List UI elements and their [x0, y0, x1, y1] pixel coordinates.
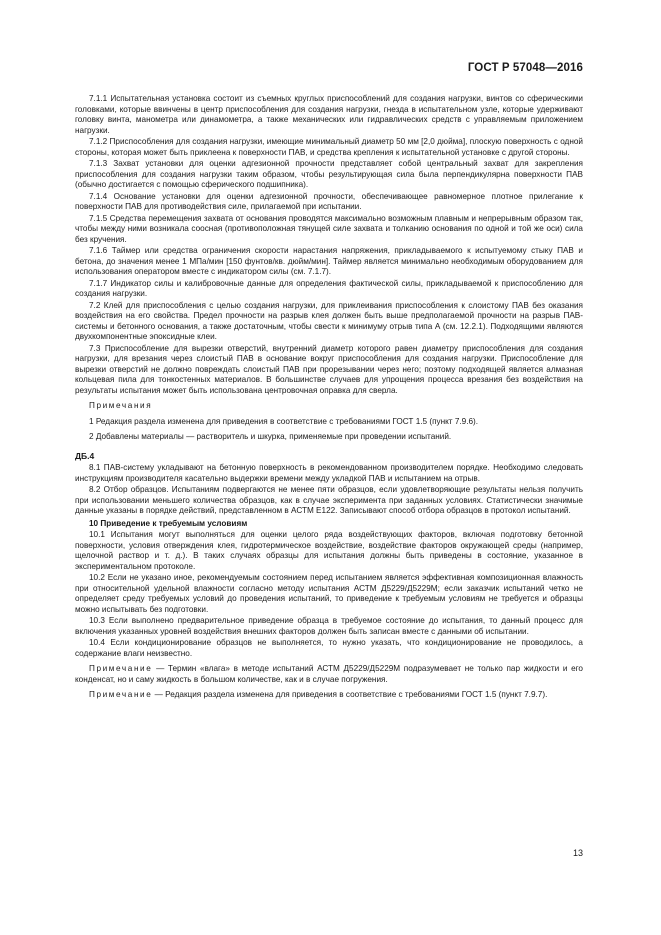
paragraph-7-1-5: 7.1.5 Средства перемещения захвата от основания проводятся максимально возможным плавным и непрерывным образом так, чтобы между ними возникала соосная (противоположная тянущей силе захвата и толканию основания по одной и той же оси) сила без кручения.: [75, 213, 583, 244]
paragraph-10-3: 10.3 Если выполнено предварительное приведение образца в требуемое состояние до испытания, то данный процесс для включения указанных уровней воздействия внешних факторов должен быть записан вместе с данными об испытании.: [75, 616, 583, 636]
note-moisture-text: — Термин «влага» в методе испытаний АСТМ Д5229/Д5229М подразумевает не только пар жидкости и его конденсат, но и саму жидкость в большом количестве, как и в случае погружения.: [75, 664, 583, 684]
note-2: 2 Добавлены материалы — растворитель и шкурка, применяемые при проведении испытаний.: [89, 432, 452, 441]
note-moisture: [75, 664, 583, 685]
paragraph-7-3: 7.3 Приспособление для вырезки отверстий, внутренний диаметр которого равен диаметру приспособления для создания нагрузки, для врезания через слоистый ПАВ в основание вокруг приспособления для создания нагрузки. Приспособление для вырезки отверстий не должно повреждать слоистый ПАВ при прорезывании через него; поэтому подходящей является алмазная кольцевая пила для тонкостенных материалов. В большинстве случаев для упрощения процесса врезания без воздействия на результаты испытания может быть использована центровочная оправка для сверла.: [75, 343, 583, 395]
paragraph-7-1-4: 7.1.4 Основание установки для оценки адгезионной прочности, обеспечивающее равномерное плотное прилегание к поверхности ПАВ для противодействия силе, прилагаемой при испытании.: [75, 191, 583, 211]
paragraph-7-1-3: 7.1.3 Захват установки для оценки адгезионной прочности представляет собой центральный захват для закрепления приспособления для создания нагрузки таким образом, чтобы результирующая сила была перпендикулярна поверхности ПАВ (обычно достигается с помощью сферического подшипника).: [75, 159, 583, 189]
paragraph-10-1: 10.1 Испытания могут выполняться для оценки целого ряда воздействующих факторов, включая подготовку бетонной поверхности, условия отверждения клея, гидротермическое воздействие, воздействие факторов окружающей среды (например, щелочной раствор и т. д.). В таких случаях образцы для испытания должны быть приведены в состояние, указанное в экспериментальном протоколе.: [75, 530, 583, 571]
document-header: ГОСТ Р 57048—2016: [467, 62, 583, 74]
paragraph-7-1-7: 7.1.7 Индикатор силы и калибровочные данные для определения фактической силы, прикладываемой к приспособлению для создания нагрузки.: [75, 278, 583, 298]
notes-title-text: Примечания: [89, 401, 153, 410]
note-edition: [75, 690, 583, 701]
paragraph-8-1: 8.1 ПАВ-систему укладывают на бетонную поверхность в рекомендованном производителем порядке. Необходимо следовать инструкциям производителя касательно выдержки времени между укладкой ПАВ и испытанием на отрыв.: [75, 463, 583, 483]
paragraph-7-1-2: 7.1.2 Приспособления для создания нагрузки, имеющие минимальный диаметр 50 мм [2,0 дюйма], плоскую поверхность с одной стороны, которая может быть приклеена к поверхности ПАВ, и средства крепления к испытательной установке с другой стороны.: [75, 137, 583, 157]
section-heading-db4: ДБ.4: [75, 450, 95, 461]
document-body: [75, 94, 583, 702]
paragraph-8-2: 8.2 Отбор образцов. Испытаниям подвергаются не менее пяти образцов, если удовлетворяющие результаты нельзя получить при использовании меньшего количества образцов, как в случае эксперимента при заданных условиях. Статистически значимые данные указаны в порядке действий, представленном в АСТМ Е122. Записывают способ отбора образцов в протокол испытаний.: [75, 485, 583, 515]
paragraph-7-1-1: 7.1.1 Испытательная установка состоит из съемных круглых приспособлений для создания нагрузки, винтов со сферическими головками, которые ввинчены в центр приспособления для создания нагрузки, гнезда в испытательном узле, которые удерживают головку винта, манометра или динамометра, а также механических или гидравлических средств с управляемым приложением нагрузки.: [75, 94, 583, 135]
page-number: 13: [572, 848, 583, 858]
section-heading-10: 10 Приведение к требуемым условиям: [89, 518, 248, 528]
note-edition-text: — Редакция раздела изменена для приведения в соответствие с требованиями ГОСТ 1.5 (пункт 7.9.7).: [154, 690, 548, 699]
paragraph-10-4: 10.4 Если кондиционирование образцов не выполняется, то нужно указать, что кондиционирование не проводилось, а содержание влаги неизвестно.: [75, 638, 583, 658]
note-moisture-label: Примечание: [89, 664, 153, 673]
paragraph-7-2: 7.2 Клей для приспособления с целью создания нагрузки, для приклеивания приспособления к слоистому ПАВ без оказания воздействия на его свойства. Предел прочности на разрыв клея должен быть выше предполагаемой прочности на разрыв ПАВ-системы и бетонного основания, а также достаточным, чтобы свести к минимуму отрыв типа А (см. 12.2.1). Подходящими являются двухкомпонентные эпоксидные клеи.: [75, 300, 583, 341]
note-1: 1 Редакция раздела изменена для приведения в соответствие с требованиями ГОСТ 1.5 (пункт 7.9.6).: [89, 416, 479, 426]
note-edition-label: Примечание: [89, 690, 153, 699]
paragraph-7-1-6: 7.1.6 Таймер или средства ограничения скорости нарастания напряжения, прикладываемого к испытуемому стыку ПАВ и бетона, до значения менее 1 МПа/мин [150 фунтов/кв. дюйм/мин]. Таймер является минимально необходимым оборудованием для использования оператором вместе с индикатором силы (см. 7.1.7).: [75, 246, 583, 276]
notes-title: [75, 401, 583, 412]
paragraph-10-2: 10.2 Если не указано иное, рекомендуемым состоянием перед испытанием является эффективная композиционная влажность при относительной удельной влажности согласно методу испытания АСТМ Д5229/Д5229М; если заказчик испытаний четко не определяет среду требуемых условий до проведения испытаний, то приведение к требуемым условиям не требуется и образцы можно испытывать без подготовки.: [75, 573, 583, 614]
